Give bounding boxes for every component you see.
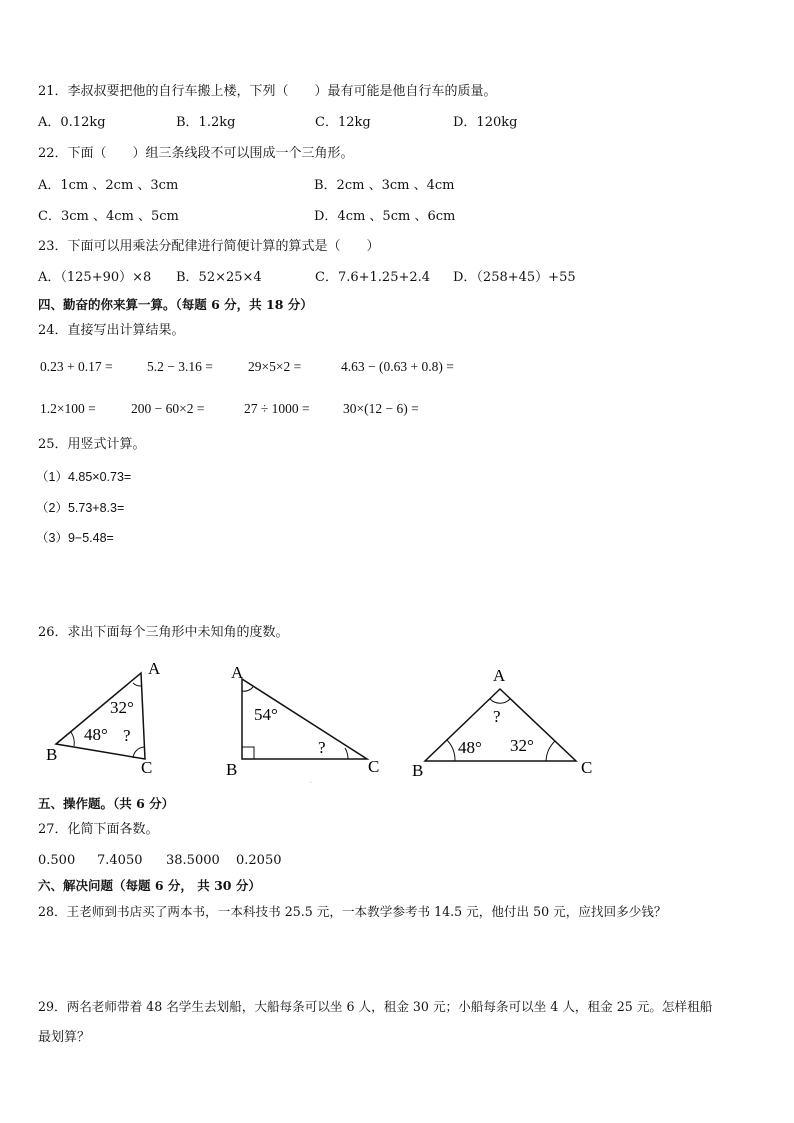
q21-option-a: A．0.12kg bbox=[38, 115, 106, 130]
q25-item-3: （3）9−5.48= bbox=[36, 531, 114, 545]
q24-expr-5: 1.2×100 = bbox=[40, 401, 96, 416]
tri3-angle-32: 32° bbox=[510, 736, 534, 755]
q23-stem: 23．下面可以用乘法分配律进行简便计算的算式是（ ） bbox=[38, 239, 380, 254]
q22-option-d: D．4cm 、5cm 、6cm bbox=[314, 209, 456, 224]
tri2-label-c: C bbox=[368, 757, 380, 776]
q24-expr-3: 29×5×2 = bbox=[248, 359, 302, 374]
q22-option-a: A．1cm 、2cm 、3cm bbox=[38, 178, 179, 193]
q29-stem-line1: 29．两名老师带着 48 名学生去划船，大船每条可以坐 6 人，租金 30 元；小船每条可以坐 4 人，租金 25 元。怎样租船 bbox=[38, 999, 713, 1014]
q27-number-2: 7.4050 bbox=[97, 853, 143, 868]
tri3-label-a: A bbox=[493, 666, 506, 685]
q21-stem: 21．李叔叔要把他的自行车搬上楼，下列（ ）最有可能是他自行车的质量。 bbox=[38, 84, 497, 99]
q23-option-b: B．52×25×4 bbox=[176, 270, 262, 285]
section-4-heading: 四、勤奋的你来算一算。（每题 6 分，共 18 分） bbox=[38, 297, 313, 312]
section-5-heading: 五、操作题。（共 6 分） bbox=[38, 796, 175, 811]
q28-stem: 28．王老师到书店买了两本书，一本科技书 25.5 元，一本教学参考书 14.5 元，他付出 50 元，应找回多少钱？ bbox=[38, 904, 667, 919]
tri1-unknown-angle: ? bbox=[123, 726, 131, 745]
q24-expr-2: 5.2 − 3.16 = bbox=[147, 359, 213, 374]
q22-option-b: B．2cm 、3cm 、4cm bbox=[314, 178, 455, 193]
triangle-2 bbox=[226, 663, 379, 779]
q24-expr-1: 0.23 + 0.17 = bbox=[40, 359, 113, 374]
q29-stem-line2: 最划算？ bbox=[38, 1030, 91, 1045]
tri1-angle-32: 32° bbox=[110, 698, 134, 717]
tri1-label-a: A bbox=[148, 659, 161, 678]
q21-option-c: C．12kg bbox=[315, 115, 371, 130]
q21-option-d: D．120kg bbox=[453, 115, 518, 130]
stray-dot: · bbox=[310, 780, 312, 786]
q24-expr-6: 200 − 60×2 = bbox=[131, 401, 205, 416]
q21-option-b: B．1.2kg bbox=[176, 115, 236, 130]
q24-expr-4: 4.63 − (0.63 + 0.8) = bbox=[341, 359, 454, 374]
tri1-label-b: B bbox=[46, 745, 58, 764]
tri2-label-b: B bbox=[226, 760, 238, 779]
q24-expr-8: 30×(12 − 6) = bbox=[343, 401, 419, 416]
q26-stem: 26．求出下面每个三角形中未知角的度数。 bbox=[38, 625, 289, 640]
tri3-label-c: C bbox=[581, 758, 593, 777]
q27-stem: 27．化简下面各数。 bbox=[38, 822, 159, 837]
section-6-heading: 六、解决问题（每题 6 分， 共 30 分） bbox=[38, 878, 261, 893]
q23-option-a: A．（125+90）×8 bbox=[38, 270, 152, 285]
q22-option-c: C．3cm 、4cm 、5cm bbox=[38, 209, 179, 224]
q27-number-1: 0.500 bbox=[38, 853, 76, 868]
tri2-unknown-angle: ? bbox=[318, 738, 326, 757]
tri3-unknown-angle: ? bbox=[493, 707, 501, 726]
tri2-label-a: A bbox=[231, 663, 244, 682]
q27-number-4: 0.2050 bbox=[236, 853, 282, 868]
q25-item-2: （2）5.73+8.3= bbox=[36, 501, 125, 515]
q25-stem: 25．用竖式计算。 bbox=[38, 437, 146, 452]
triangle-1 bbox=[46, 659, 161, 777]
tri1-label-c: C bbox=[141, 758, 153, 777]
q23-option-c: C．7.6+1.25+2.4 bbox=[315, 270, 431, 285]
q27-number-3: 38.5000 bbox=[166, 853, 220, 868]
tri3-label-b: B bbox=[412, 761, 424, 780]
q24-stem: 24．直接写出计算结果。 bbox=[38, 323, 185, 338]
q25-item-1: （1）4.85×0.73= bbox=[36, 470, 132, 484]
q23-option-d: D．（258+45）+55 bbox=[453, 270, 576, 285]
triangle-3 bbox=[412, 666, 592, 780]
tri2-angle-54: 54° bbox=[254, 705, 278, 724]
q24-expr-7: 27 ÷ 1000 = bbox=[244, 401, 310, 416]
tri3-angle-48: 48° bbox=[458, 738, 482, 757]
tri1-angle-48: 48° bbox=[84, 725, 108, 744]
q26-triangles-figure bbox=[0, 656, 794, 796]
q22-stem: 22．下面（ ）组三条线段不可以围成一个三角形。 bbox=[38, 146, 354, 161]
